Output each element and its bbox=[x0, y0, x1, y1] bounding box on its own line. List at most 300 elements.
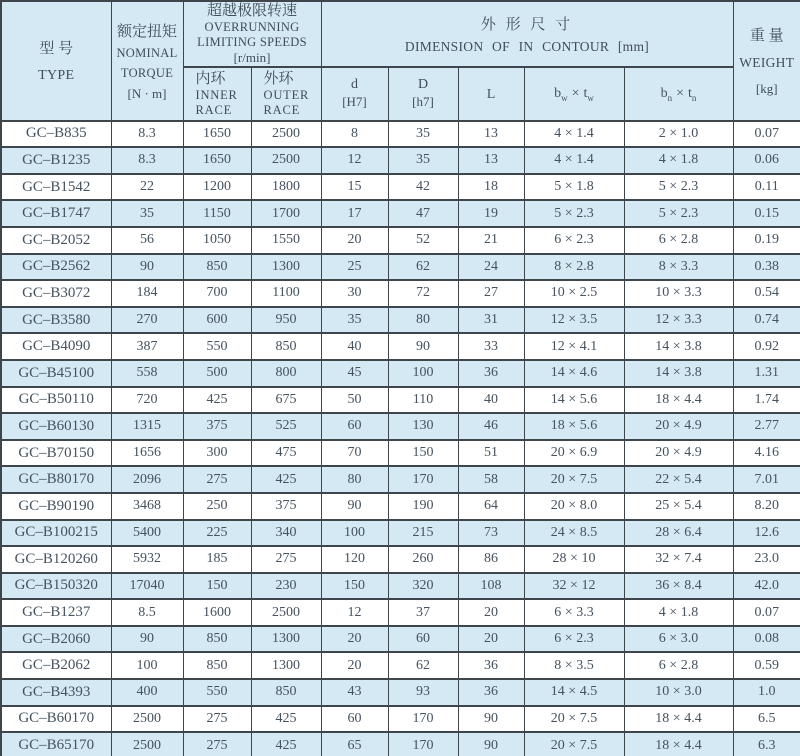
table-cell: 2500 bbox=[251, 147, 321, 174]
table-cell: 90 bbox=[111, 626, 183, 653]
table-cell: 170 bbox=[388, 732, 458, 756]
table-row bbox=[1, 732, 800, 756]
table-cell: 6.5 bbox=[733, 706, 800, 733]
model-cell: GC–B120260 bbox=[1, 546, 111, 573]
col-header-type bbox=[1, 1, 111, 121]
outer-race-zh: 外环 bbox=[263, 70, 294, 87]
table-cell: 14 × 3.8 bbox=[624, 333, 733, 360]
table-cell: 12 bbox=[321, 599, 388, 626]
table-cell: 8 × 2.8 bbox=[524, 254, 624, 281]
bn-base: b bbox=[660, 86, 668, 101]
table-cell: 12 × 3.5 bbox=[524, 307, 624, 334]
dimension-label-zh: 外 形 尺 寸 bbox=[480, 16, 574, 33]
model-cell: GC–B70150 bbox=[1, 440, 111, 467]
table-cell: 35 bbox=[321, 307, 388, 334]
table-cell: 21 bbox=[458, 227, 524, 254]
table-cell: 4 × 1.8 bbox=[624, 147, 733, 174]
table-cell: 675 bbox=[251, 387, 321, 414]
bw-sub: w bbox=[561, 93, 568, 104]
table-row bbox=[1, 254, 800, 281]
table-cell: 12.6 bbox=[733, 520, 800, 547]
bw-base: b bbox=[554, 86, 562, 101]
table-cell: 190 bbox=[388, 493, 458, 520]
table-cell: 150 bbox=[321, 573, 388, 600]
table-row bbox=[1, 546, 800, 573]
table-cell: 500 bbox=[183, 360, 251, 387]
table-cell: 2 × 1.0 bbox=[624, 121, 733, 148]
table-cell: 18 × 5.6 bbox=[524, 413, 624, 440]
tn-sub: n bbox=[691, 93, 697, 104]
model-cell: GC–B60130 bbox=[1, 413, 111, 440]
table-cell: 46 bbox=[458, 413, 524, 440]
table-cell: 6 × 2.3 bbox=[524, 227, 624, 254]
table-cell: 19 bbox=[458, 200, 524, 227]
table-cell: 20 × 6.9 bbox=[524, 440, 624, 467]
table-cell: 8.20 bbox=[733, 493, 800, 520]
table-cell: 28 × 10 bbox=[524, 546, 624, 573]
table-cell: 850 bbox=[183, 626, 251, 653]
table-cell: 425 bbox=[251, 466, 321, 493]
table-cell: 600 bbox=[183, 307, 251, 334]
col-header-speeds bbox=[183, 1, 321, 67]
table-cell: 20 bbox=[458, 599, 524, 626]
table-cell: 275 bbox=[251, 546, 321, 573]
col-header-torque bbox=[111, 1, 183, 121]
model-cell: GC–B45100 bbox=[1, 360, 111, 387]
table-row bbox=[1, 520, 800, 547]
table-cell: 5 × 2.3 bbox=[624, 174, 733, 201]
outer-race-en2: RACE bbox=[263, 102, 301, 117]
table-cell: 0.54 bbox=[733, 280, 800, 307]
table-cell: 275 bbox=[183, 732, 251, 756]
col-header-weight bbox=[733, 1, 800, 121]
table-cell: 90 bbox=[458, 732, 524, 756]
table-cell: 37 bbox=[388, 599, 458, 626]
model-cell: GC–B2052 bbox=[1, 227, 111, 254]
table-cell: 0.92 bbox=[733, 333, 800, 360]
table-row bbox=[1, 599, 800, 626]
model-cell: GC–B1542 bbox=[1, 174, 111, 201]
table-cell: 4 × 1.8 bbox=[624, 599, 733, 626]
table-cell: 0.38 bbox=[733, 254, 800, 281]
table-cell: 31 bbox=[458, 307, 524, 334]
table-cell: 36 bbox=[458, 360, 524, 387]
table-cell: 2500 bbox=[251, 121, 321, 148]
inner-race-zh: 内环 bbox=[195, 70, 226, 87]
table-cell: 86 bbox=[458, 546, 524, 573]
table-cell: 5932 bbox=[111, 546, 183, 573]
table-cell: 375 bbox=[183, 413, 251, 440]
table-cell: 375 bbox=[251, 493, 321, 520]
table-cell: 20 × 8.0 bbox=[524, 493, 624, 520]
table-cell: 185 bbox=[183, 546, 251, 573]
table-cell: 0.74 bbox=[733, 307, 800, 334]
table-cell: 35 bbox=[388, 147, 458, 174]
table-cell: 150 bbox=[388, 440, 458, 467]
table-row bbox=[1, 280, 800, 307]
table-row bbox=[1, 360, 800, 387]
table-row bbox=[1, 147, 800, 174]
table-cell: 23.0 bbox=[733, 546, 800, 573]
table-cell: 6 × 2.3 bbox=[524, 626, 624, 653]
table-cell: 1650 bbox=[183, 121, 251, 148]
table-cell: 150 bbox=[183, 573, 251, 600]
table-cell: 15 bbox=[321, 174, 388, 201]
table-cell: 475 bbox=[251, 440, 321, 467]
model-cell: GC–B60170 bbox=[1, 706, 111, 733]
table-cell: 225 bbox=[183, 520, 251, 547]
table-cell: 2.77 bbox=[733, 413, 800, 440]
table-row bbox=[1, 466, 800, 493]
table-cell: 1200 bbox=[183, 174, 251, 201]
table-cell: 2500 bbox=[111, 706, 183, 733]
table-cell: 7.01 bbox=[733, 466, 800, 493]
table-cell: 73 bbox=[458, 520, 524, 547]
torque-label-en2: TORQUE bbox=[120, 65, 174, 80]
table-cell: 1150 bbox=[183, 200, 251, 227]
table-cell: 5 × 2.3 bbox=[524, 200, 624, 227]
model-cell: GC–B1747 bbox=[1, 200, 111, 227]
times-sign: × bbox=[676, 86, 684, 101]
table-cell: 20 × 4.9 bbox=[624, 413, 733, 440]
table-cell: 8.5 bbox=[111, 599, 183, 626]
table-cell: 1600 bbox=[183, 599, 251, 626]
speeds-unit: [r/min] bbox=[233, 50, 271, 65]
table-cell: 20 × 4.9 bbox=[624, 440, 733, 467]
table-cell: 42 bbox=[388, 174, 458, 201]
col-header-bw-tw bbox=[524, 67, 624, 121]
table-cell: 30 bbox=[321, 280, 388, 307]
table-cell: 6 × 2.8 bbox=[624, 227, 733, 254]
table-cell: 45 bbox=[321, 360, 388, 387]
type-label-en: TYPE bbox=[38, 68, 75, 84]
table-cell: 52 bbox=[388, 227, 458, 254]
model-cell: GC–B65170 bbox=[1, 732, 111, 756]
table-cell: 260 bbox=[388, 546, 458, 573]
table-cell: 170 bbox=[388, 706, 458, 733]
table-cell: 100 bbox=[388, 360, 458, 387]
table-cell: 20 × 7.5 bbox=[524, 706, 624, 733]
table-cell: 558 bbox=[111, 360, 183, 387]
table-cell: 17 bbox=[321, 200, 388, 227]
table-cell: 58 bbox=[458, 466, 524, 493]
table-cell: 40 bbox=[321, 333, 388, 360]
table-cell: 42.0 bbox=[733, 573, 800, 600]
table-cell: 387 bbox=[111, 333, 183, 360]
torque-unit: [N · m] bbox=[127, 85, 167, 101]
table-cell: 120 bbox=[321, 546, 388, 573]
table-row bbox=[1, 174, 800, 201]
table-cell: 215 bbox=[388, 520, 458, 547]
model-cell: GC–B3072 bbox=[1, 280, 111, 307]
model-cell: GC–B80170 bbox=[1, 466, 111, 493]
table-cell: 80 bbox=[321, 466, 388, 493]
weight-label-zh: 重 量 bbox=[749, 28, 784, 45]
table-cell: 1700 bbox=[251, 200, 321, 227]
table-cell: 50 bbox=[321, 387, 388, 414]
table-cell: 1315 bbox=[111, 413, 183, 440]
model-cell: GC–B90190 bbox=[1, 493, 111, 520]
table-cell: 60 bbox=[321, 413, 388, 440]
table-cell: 100 bbox=[111, 652, 183, 679]
table-cell: 4.16 bbox=[733, 440, 800, 467]
model-cell: GC–B4090 bbox=[1, 333, 111, 360]
outer-race-en1: OUTER bbox=[263, 87, 310, 102]
inner-race-en1: INNER bbox=[195, 87, 238, 102]
table-cell: 20 bbox=[321, 227, 388, 254]
d-line1: d bbox=[351, 77, 358, 93]
table-cell: 100 bbox=[321, 520, 388, 547]
tn-base: t bbox=[688, 86, 692, 101]
table-cell: 6 × 3.3 bbox=[524, 599, 624, 626]
table-cell: 425 bbox=[183, 387, 251, 414]
table-cell: 525 bbox=[251, 413, 321, 440]
table-cell: 10 × 3.3 bbox=[624, 280, 733, 307]
table-cell: 20 × 7.5 bbox=[524, 466, 624, 493]
table-cell: 1300 bbox=[251, 626, 321, 653]
table-cell: 18 bbox=[458, 174, 524, 201]
table-row bbox=[1, 679, 800, 706]
table-cell: 28 × 6.4 bbox=[624, 520, 733, 547]
table-row bbox=[1, 652, 800, 679]
table-cell: 1.31 bbox=[733, 360, 800, 387]
model-cell: GC–B835 bbox=[1, 121, 111, 148]
table-cell: 90 bbox=[321, 493, 388, 520]
table-cell: 425 bbox=[251, 732, 321, 756]
table-row bbox=[1, 706, 800, 733]
table-cell: 90 bbox=[388, 333, 458, 360]
col-header-d bbox=[321, 67, 388, 121]
table-cell: 20 bbox=[321, 652, 388, 679]
model-cell: GC–B1235 bbox=[1, 147, 111, 174]
table-cell: 275 bbox=[183, 706, 251, 733]
table-cell: 32 × 7.4 bbox=[624, 546, 733, 573]
table-cell: 4 × 1.4 bbox=[524, 121, 624, 148]
table-cell: 8.3 bbox=[111, 147, 183, 174]
table-cell: 0.15 bbox=[733, 200, 800, 227]
table-cell: 22 bbox=[111, 174, 183, 201]
table-cell: 0.07 bbox=[733, 599, 800, 626]
table-cell: 14 × 5.6 bbox=[524, 387, 624, 414]
model-cell: GC–B3580 bbox=[1, 307, 111, 334]
weight-unit: [kg] bbox=[755, 81, 778, 97]
table-cell: 70 bbox=[321, 440, 388, 467]
table-cell: 62 bbox=[388, 652, 458, 679]
table-cell: 6.3 bbox=[733, 732, 800, 756]
table-cell: 12 × 3.3 bbox=[624, 307, 733, 334]
inner-race-en2: RACE bbox=[195, 102, 233, 117]
table-cell: 18 × 4.4 bbox=[624, 387, 733, 414]
model-cell: GC–B100215 bbox=[1, 520, 111, 547]
table-cell: 850 bbox=[183, 254, 251, 281]
table-cell: 14 × 4.6 bbox=[524, 360, 624, 387]
table-cell: 0.06 bbox=[733, 147, 800, 174]
table-cell: 320 bbox=[388, 573, 458, 600]
table-cell: 35 bbox=[111, 200, 183, 227]
table-cell: 60 bbox=[388, 626, 458, 653]
table-cell: 6 × 2.8 bbox=[624, 652, 733, 679]
table-cell: 425 bbox=[251, 706, 321, 733]
col-header-D bbox=[388, 67, 458, 121]
table-row bbox=[1, 413, 800, 440]
torque-label-zh: 额定扭矩 bbox=[116, 23, 177, 40]
table-cell: 1300 bbox=[251, 652, 321, 679]
table-cell: 300 bbox=[183, 440, 251, 467]
table-cell: 90 bbox=[458, 706, 524, 733]
table-cell: 6 × 3.0 bbox=[624, 626, 733, 653]
table-cell: 0.07 bbox=[733, 121, 800, 148]
table-cell: 550 bbox=[183, 679, 251, 706]
table-cell: 14 × 3.8 bbox=[624, 360, 733, 387]
table-cell: 3468 bbox=[111, 493, 183, 520]
tw-sub: w bbox=[587, 93, 594, 104]
table-cell: 90 bbox=[111, 254, 183, 281]
table-cell: 43 bbox=[321, 679, 388, 706]
table-cell: 0.59 bbox=[733, 652, 800, 679]
model-cell: GC–B2562 bbox=[1, 254, 111, 281]
table-cell: 800 bbox=[251, 360, 321, 387]
D-line1: D bbox=[417, 77, 429, 93]
table-cell: 108 bbox=[458, 573, 524, 600]
table-cell: 2500 bbox=[251, 599, 321, 626]
speeds-label-en1: OVERRUNNING bbox=[204, 20, 300, 34]
table-cell: 72 bbox=[388, 280, 458, 307]
table-cell: 5400 bbox=[111, 520, 183, 547]
L-label: L bbox=[486, 86, 496, 102]
table-row bbox=[1, 200, 800, 227]
bn-sub: n bbox=[667, 93, 673, 104]
table-cell: 850 bbox=[251, 679, 321, 706]
table-cell: 2500 bbox=[111, 732, 183, 756]
col-header-dimension bbox=[321, 1, 733, 67]
table-cell: 24 × 8.5 bbox=[524, 520, 624, 547]
table-cell: 36 bbox=[458, 679, 524, 706]
table-cell: 275 bbox=[183, 466, 251, 493]
table-cell: 47 bbox=[388, 200, 458, 227]
table-row bbox=[1, 440, 800, 467]
table-cell: 250 bbox=[183, 493, 251, 520]
table-cell: 8 × 3.3 bbox=[624, 254, 733, 281]
table-cell: 12 × 4.1 bbox=[524, 333, 624, 360]
table-cell: 51 bbox=[458, 440, 524, 467]
table-cell: 170 bbox=[388, 466, 458, 493]
table-row bbox=[1, 626, 800, 653]
table-cell: 14 × 4.5 bbox=[524, 679, 624, 706]
table-cell: 80 bbox=[388, 307, 458, 334]
table-cell: 36 × 8.4 bbox=[624, 573, 733, 600]
table-cell: 8.3 bbox=[111, 121, 183, 148]
model-cell: GC–B150320 bbox=[1, 573, 111, 600]
table-cell: 33 bbox=[458, 333, 524, 360]
header-row-top bbox=[1, 1, 800, 67]
table-cell: 850 bbox=[251, 333, 321, 360]
dimension-label-en: DIMENSION OF IN CONTOUR [mm] bbox=[404, 38, 650, 54]
speeds-label-en2: LIMITING SPEEDS bbox=[197, 35, 307, 49]
table-row bbox=[1, 227, 800, 254]
col-header-inner-race bbox=[183, 67, 251, 121]
table-cell: 1300 bbox=[251, 254, 321, 281]
table-cell: 1.74 bbox=[733, 387, 800, 414]
table-cell: 24 bbox=[458, 254, 524, 281]
D-line2: [h7] bbox=[412, 94, 434, 110]
table-cell: 17040 bbox=[111, 573, 183, 600]
table-cell: 400 bbox=[111, 679, 183, 706]
table-cell: 1800 bbox=[251, 174, 321, 201]
table-cell: 12 bbox=[321, 147, 388, 174]
table-cell: 5 × 2.3 bbox=[624, 200, 733, 227]
table-row bbox=[1, 493, 800, 520]
weight-label-en: WEIGHT bbox=[739, 55, 795, 71]
table-cell: 22 × 5.4 bbox=[624, 466, 733, 493]
table-cell: 1656 bbox=[111, 440, 183, 467]
table-cell: 65 bbox=[321, 732, 388, 756]
table-cell: 4 × 1.4 bbox=[524, 147, 624, 174]
model-cell: GC–B2062 bbox=[1, 652, 111, 679]
model-cell: GC–B50110 bbox=[1, 387, 111, 414]
table-cell: 27 bbox=[458, 280, 524, 307]
d-line2: [H7] bbox=[342, 94, 367, 110]
model-cell: GC–B1237 bbox=[1, 599, 111, 626]
table-cell: 64 bbox=[458, 493, 524, 520]
table-cell: 60 bbox=[321, 706, 388, 733]
table-cell: 184 bbox=[111, 280, 183, 307]
table-cell: 10 × 2.5 bbox=[524, 280, 624, 307]
col-header-bn-tn bbox=[624, 67, 733, 121]
table-cell: 0.19 bbox=[733, 227, 800, 254]
tw-base: t bbox=[583, 86, 588, 101]
table-cell: 1650 bbox=[183, 147, 251, 174]
table-row bbox=[1, 573, 800, 600]
table-cell: 850 bbox=[183, 652, 251, 679]
table-header bbox=[1, 1, 800, 121]
table-cell: 950 bbox=[251, 307, 321, 334]
table-cell: 340 bbox=[251, 520, 321, 547]
table-cell: 25 bbox=[321, 254, 388, 281]
table-cell: 1100 bbox=[251, 280, 321, 307]
table-cell: 230 bbox=[251, 573, 321, 600]
table-row bbox=[1, 307, 800, 334]
table-cell: 8 bbox=[321, 121, 388, 148]
table-cell: 13 bbox=[458, 147, 524, 174]
col-header-outer-race bbox=[251, 67, 321, 121]
torque-label-en1: NOMINAL bbox=[116, 45, 178, 60]
times-sign: × bbox=[571, 86, 580, 101]
table-cell: 270 bbox=[111, 307, 183, 334]
speeds-label-zh: 超越极限转速 bbox=[206, 3, 297, 19]
table-cell: 13 bbox=[458, 121, 524, 148]
table-cell: 130 bbox=[388, 413, 458, 440]
table-cell: 0.11 bbox=[733, 174, 800, 201]
table-cell: 720 bbox=[111, 387, 183, 414]
table-cell: 56 bbox=[111, 227, 183, 254]
table-cell: 1550 bbox=[251, 227, 321, 254]
table-cell: 20 bbox=[458, 626, 524, 653]
table-cell: 25 × 5.4 bbox=[624, 493, 733, 520]
table-cell: 110 bbox=[388, 387, 458, 414]
table-cell: 550 bbox=[183, 333, 251, 360]
table-cell: 0.08 bbox=[733, 626, 800, 653]
table-row bbox=[1, 121, 800, 148]
table-row bbox=[1, 387, 800, 414]
table-cell: 93 bbox=[388, 679, 458, 706]
table-cell: 20 bbox=[321, 626, 388, 653]
table-cell: 40 bbox=[458, 387, 524, 414]
table-cell: 32 × 12 bbox=[524, 573, 624, 600]
type-label-zh: 型 号 bbox=[39, 41, 74, 58]
col-header-L bbox=[458, 67, 524, 121]
table-cell: 10 × 3.0 bbox=[624, 679, 733, 706]
table-cell: 8 × 3.5 bbox=[524, 652, 624, 679]
